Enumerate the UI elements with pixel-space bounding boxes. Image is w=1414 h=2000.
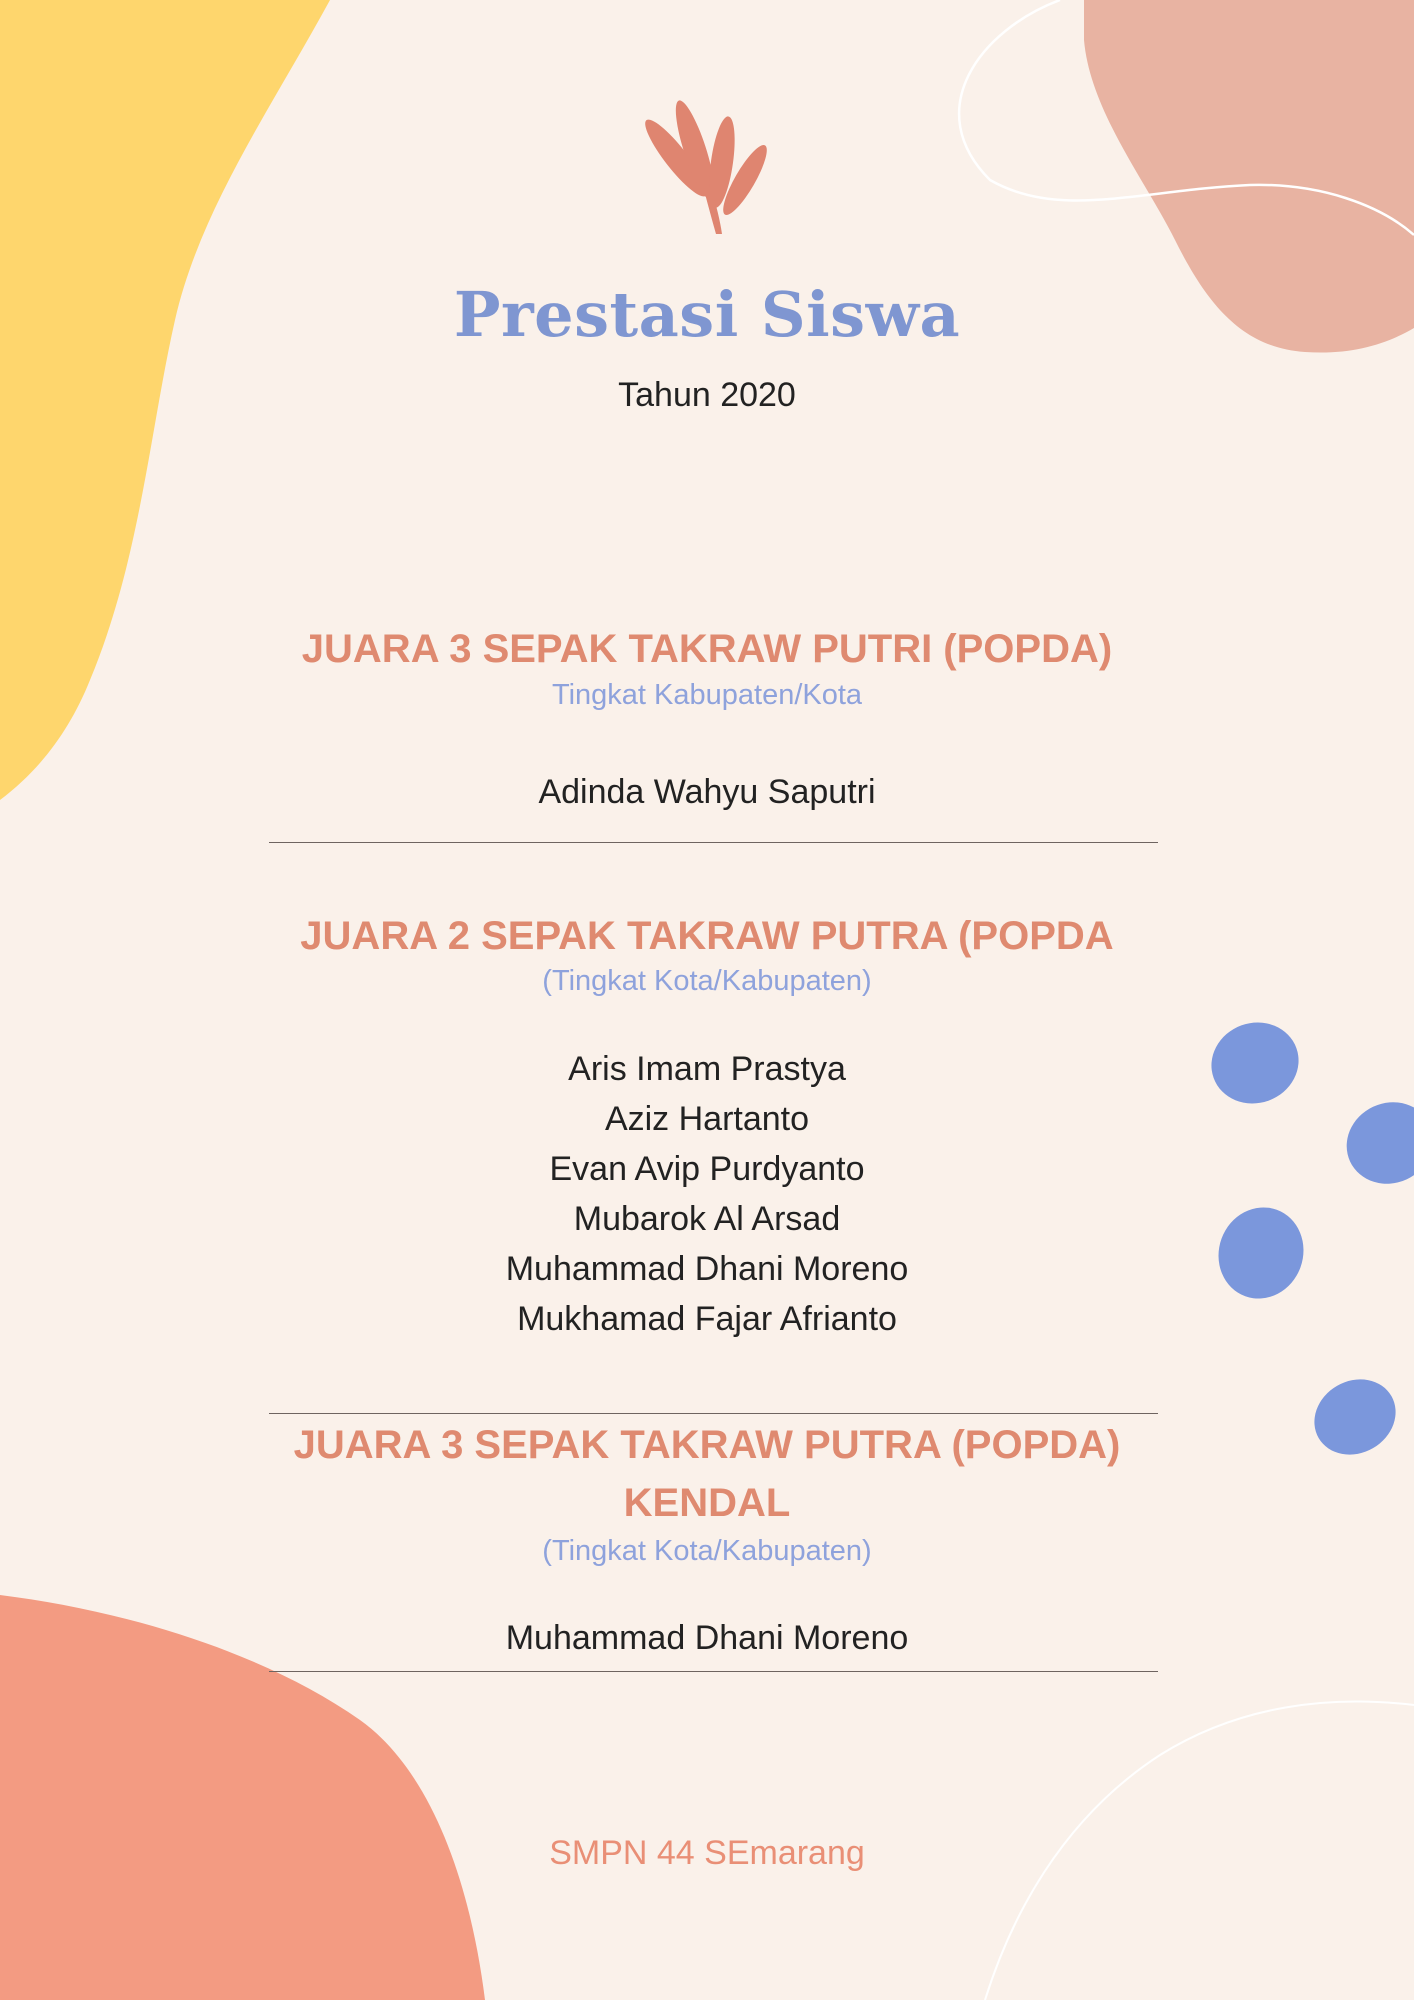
achievement-title-line: JUARA 3 SEPAK TAKRAW PUTRA (POPDA) (293, 1423, 1121, 1467)
divider (269, 1671, 1158, 1672)
achievement-level: Tingkat Kabupaten/Kota (551, 679, 863, 711)
student-name: Muhammad Dhani Moreno (505, 1619, 909, 1657)
student-name: Aziz Hartanto (604, 1100, 810, 1138)
achievement-title-line: KENDAL (623, 1481, 791, 1525)
student-name: Evan Avip Purdyanto (549, 1150, 865, 1188)
page-subtitle: Tahun 2020 (618, 376, 796, 414)
page-title: Prestasi Siswa (453, 278, 961, 351)
student-name: Mubarok Al Arsad (573, 1200, 841, 1238)
achievement-level: (Tingkat Kota/Kabupaten) (542, 1535, 872, 1567)
achievement-title: JUARA 2 SEPAK TAKRAW PUTRA (POPDA (300, 914, 1114, 958)
divider (269, 842, 1158, 843)
student-name-list (0, 1044, 1414, 1344)
achievement-title (0, 1416, 1414, 1532)
student-name: Muhammad Dhani Moreno (505, 1250, 909, 1288)
student-name: Aris Imam Prastya (568, 1050, 846, 1088)
student-name-list (0, 767, 1414, 817)
student-name-list (0, 1613, 1414, 1663)
student-name: Mukhamad Fajar Afrianto (517, 1300, 897, 1338)
school-name-footer: SMPN 44 SEmarang (549, 1834, 865, 1872)
divider (269, 1413, 1158, 1414)
student-name: Adinda Wahyu Saputri (538, 773, 876, 811)
achievement-title: JUARA 3 SEPAK TAKRAW PUTRI (POPDA) (301, 627, 1113, 671)
achievement-level: (Tingkat Kota/Kabupaten) (542, 965, 872, 997)
